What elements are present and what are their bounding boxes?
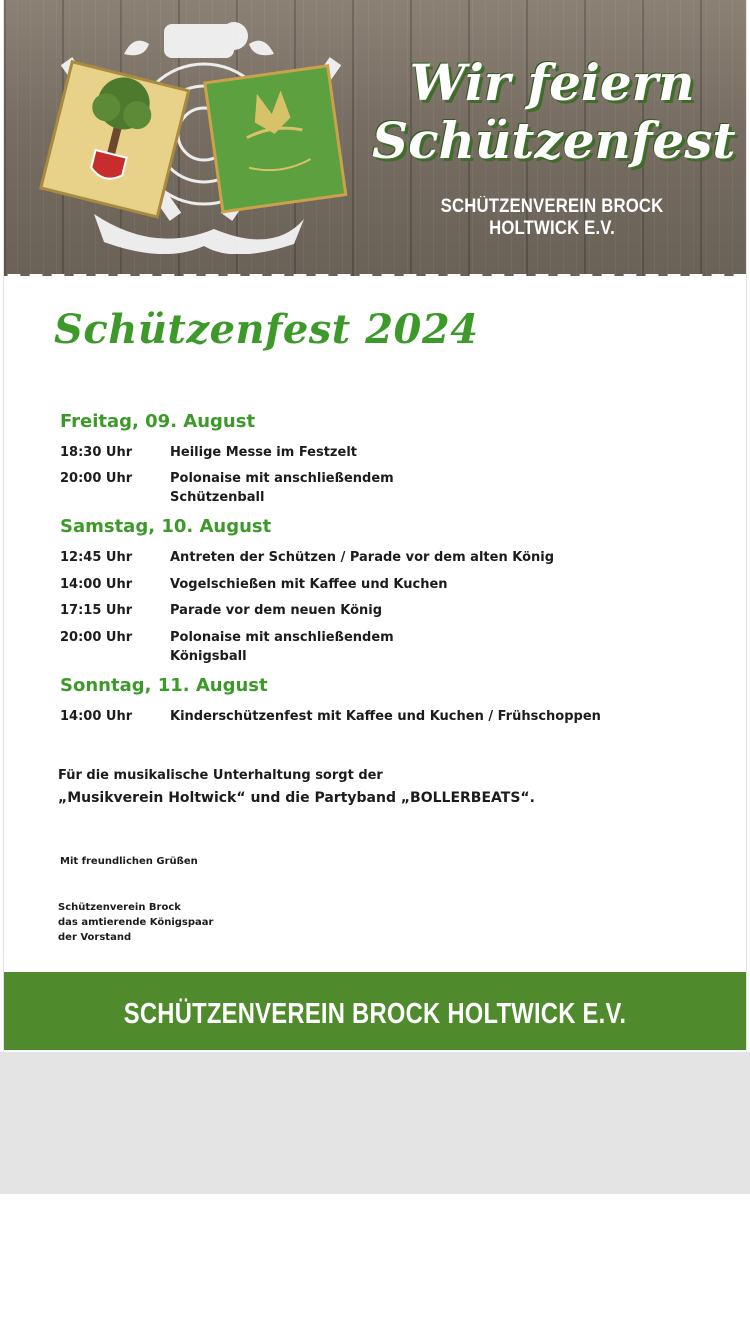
event-description-line2: Schützenball: [170, 490, 265, 505]
header-subtitle: SCHÜTZENVEREIN BROCK HOLTWICK E.V.: [440, 196, 664, 239]
event-description: Heilige Messe im Festzelt: [170, 445, 357, 460]
event-row: [60, 443, 700, 462]
viewer-background: [0, 1052, 750, 1194]
signature-line3: der Vorstand: [58, 932, 132, 943]
event-time: 14:00 Uhr: [60, 709, 133, 724]
event-row: [60, 601, 700, 620]
header-title: [372, 53, 736, 170]
event-time: 20:00 Uhr: [60, 630, 133, 645]
event-description: Antreten der Schützen / Parade vor dem alten König: [170, 550, 555, 565]
event-row: [60, 548, 700, 567]
signature: [58, 900, 213, 945]
header-title-line2: Schützenfest: [372, 111, 736, 170]
page-title: Schützenfest 2024: [54, 306, 479, 353]
event-row: [60, 575, 700, 594]
day-heading-friday: Freitag, 09. August: [60, 411, 256, 432]
event-description: [170, 469, 700, 507]
event-description: Kinderschützenfest mit Kaffee und Kuchen / Frühschoppen: [170, 709, 601, 724]
music-note: [58, 765, 535, 809]
club-emblem-icon: [34, 14, 354, 254]
footer-text: SCHÜTZENVEREIN BROCK HOLTWICK E.V.: [123, 998, 627, 1030]
day-heading-sunday: Sonntag, 11. August: [60, 675, 268, 696]
event-description-line1: Polonaise mit anschließendem: [170, 630, 394, 645]
music-line1: Für die musikalische Unterhaltung sorgt der: [58, 768, 383, 783]
event-description: Parade vor dem neuen König: [170, 603, 383, 618]
event-description: [170, 628, 700, 666]
event-time: 20:00 Uhr: [60, 471, 133, 486]
event-time: 17:15 Uhr: [60, 603, 133, 618]
header-title-line1: Wir feiern: [409, 53, 695, 112]
event-row: [60, 469, 700, 507]
greeting: Mit freundlichen Grüßen: [60, 856, 198, 867]
event-description: Vogelschießen mit Kaffee und Kuchen: [170, 577, 448, 592]
header-banner: [4, 0, 746, 276]
footer-banner: [4, 972, 746, 1050]
event-row: [60, 628, 700, 666]
event-time: 14:00 Uhr: [60, 577, 133, 592]
signature-line1: Schützenverein Brock: [58, 902, 181, 913]
event-time: 18:30 Uhr: [60, 445, 133, 460]
event-description-line2: Königsball: [170, 649, 247, 664]
event-time: 12:45 Uhr: [60, 550, 133, 565]
signature-line2: das amtierende Königspaar: [58, 917, 214, 928]
event-description-line1: Polonaise mit anschließendem: [170, 471, 394, 486]
day-heading-saturday: Samstag, 10. August: [60, 516, 272, 537]
flyer-page: [4, 0, 746, 1052]
event-row: [60, 707, 700, 726]
music-line2: „Musikverein Holtwick“ und die Partyband „BOLLERBEATS“.: [58, 790, 535, 806]
